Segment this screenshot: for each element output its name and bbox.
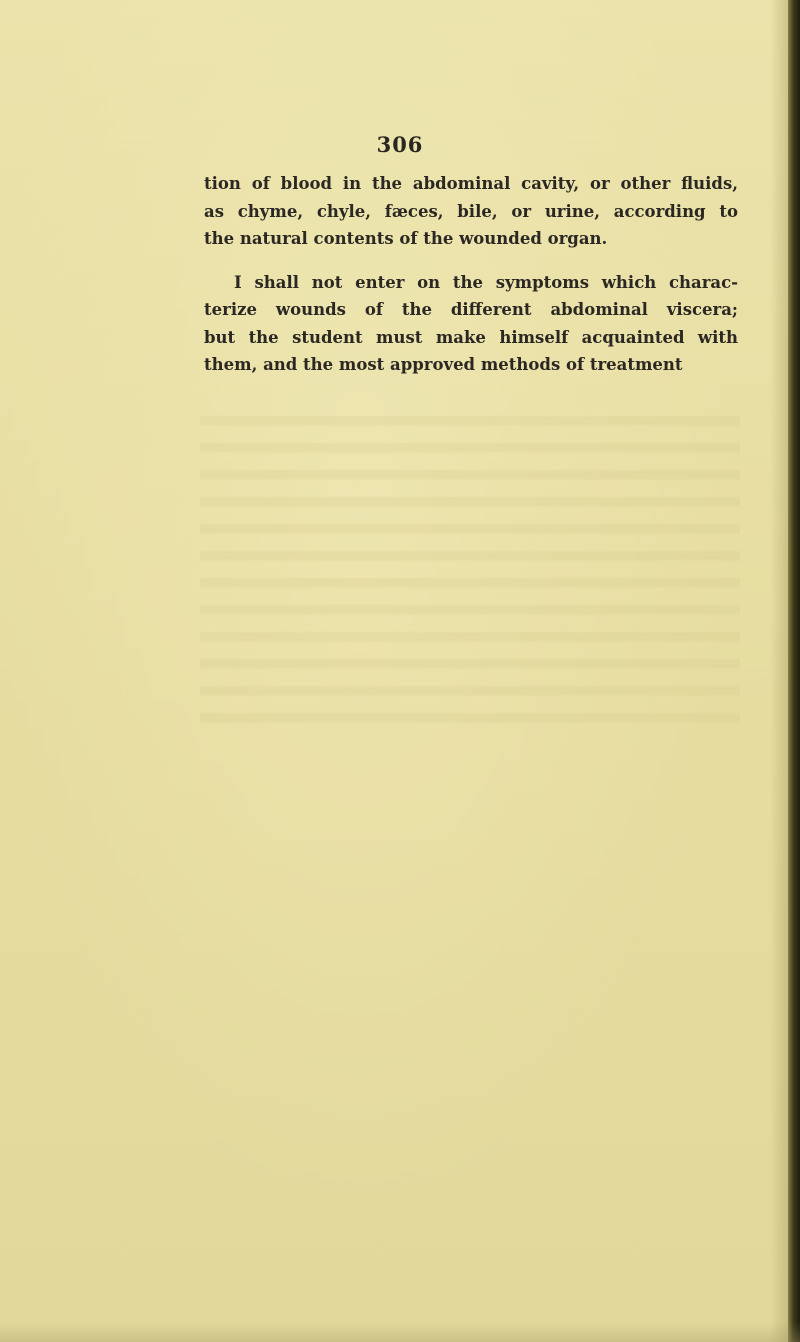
text-line: but the student must make himself acquainted with [204, 327, 738, 347]
text-line: the natural contents of the wounded organ. [204, 229, 608, 248]
paragraph-2 [204, 269, 738, 379]
book-spine-edge [788, 0, 800, 1342]
page-bottom-shadow [0, 1322, 800, 1342]
paragraph-1 [204, 170, 738, 253]
text-line: terize wounds of the different abdominal viscera; [204, 300, 738, 319]
page-number: 306 [376, 132, 424, 157]
page-edge-shadow [770, 0, 788, 1342]
text-line: them, and the most approved methods of treatment [204, 355, 683, 374]
text-line: as chyme, chyle, fæces, bile, or urine, according to [204, 201, 738, 221]
paragraph-gap [204, 253, 738, 269]
body-text [204, 170, 738, 379]
show-through-text [200, 405, 740, 735]
text-line: tion of blood in the abdominal cavity, or other fluids, [204, 174, 738, 193]
text-line: I shall not enter on the symptoms which charac- [234, 272, 738, 292]
